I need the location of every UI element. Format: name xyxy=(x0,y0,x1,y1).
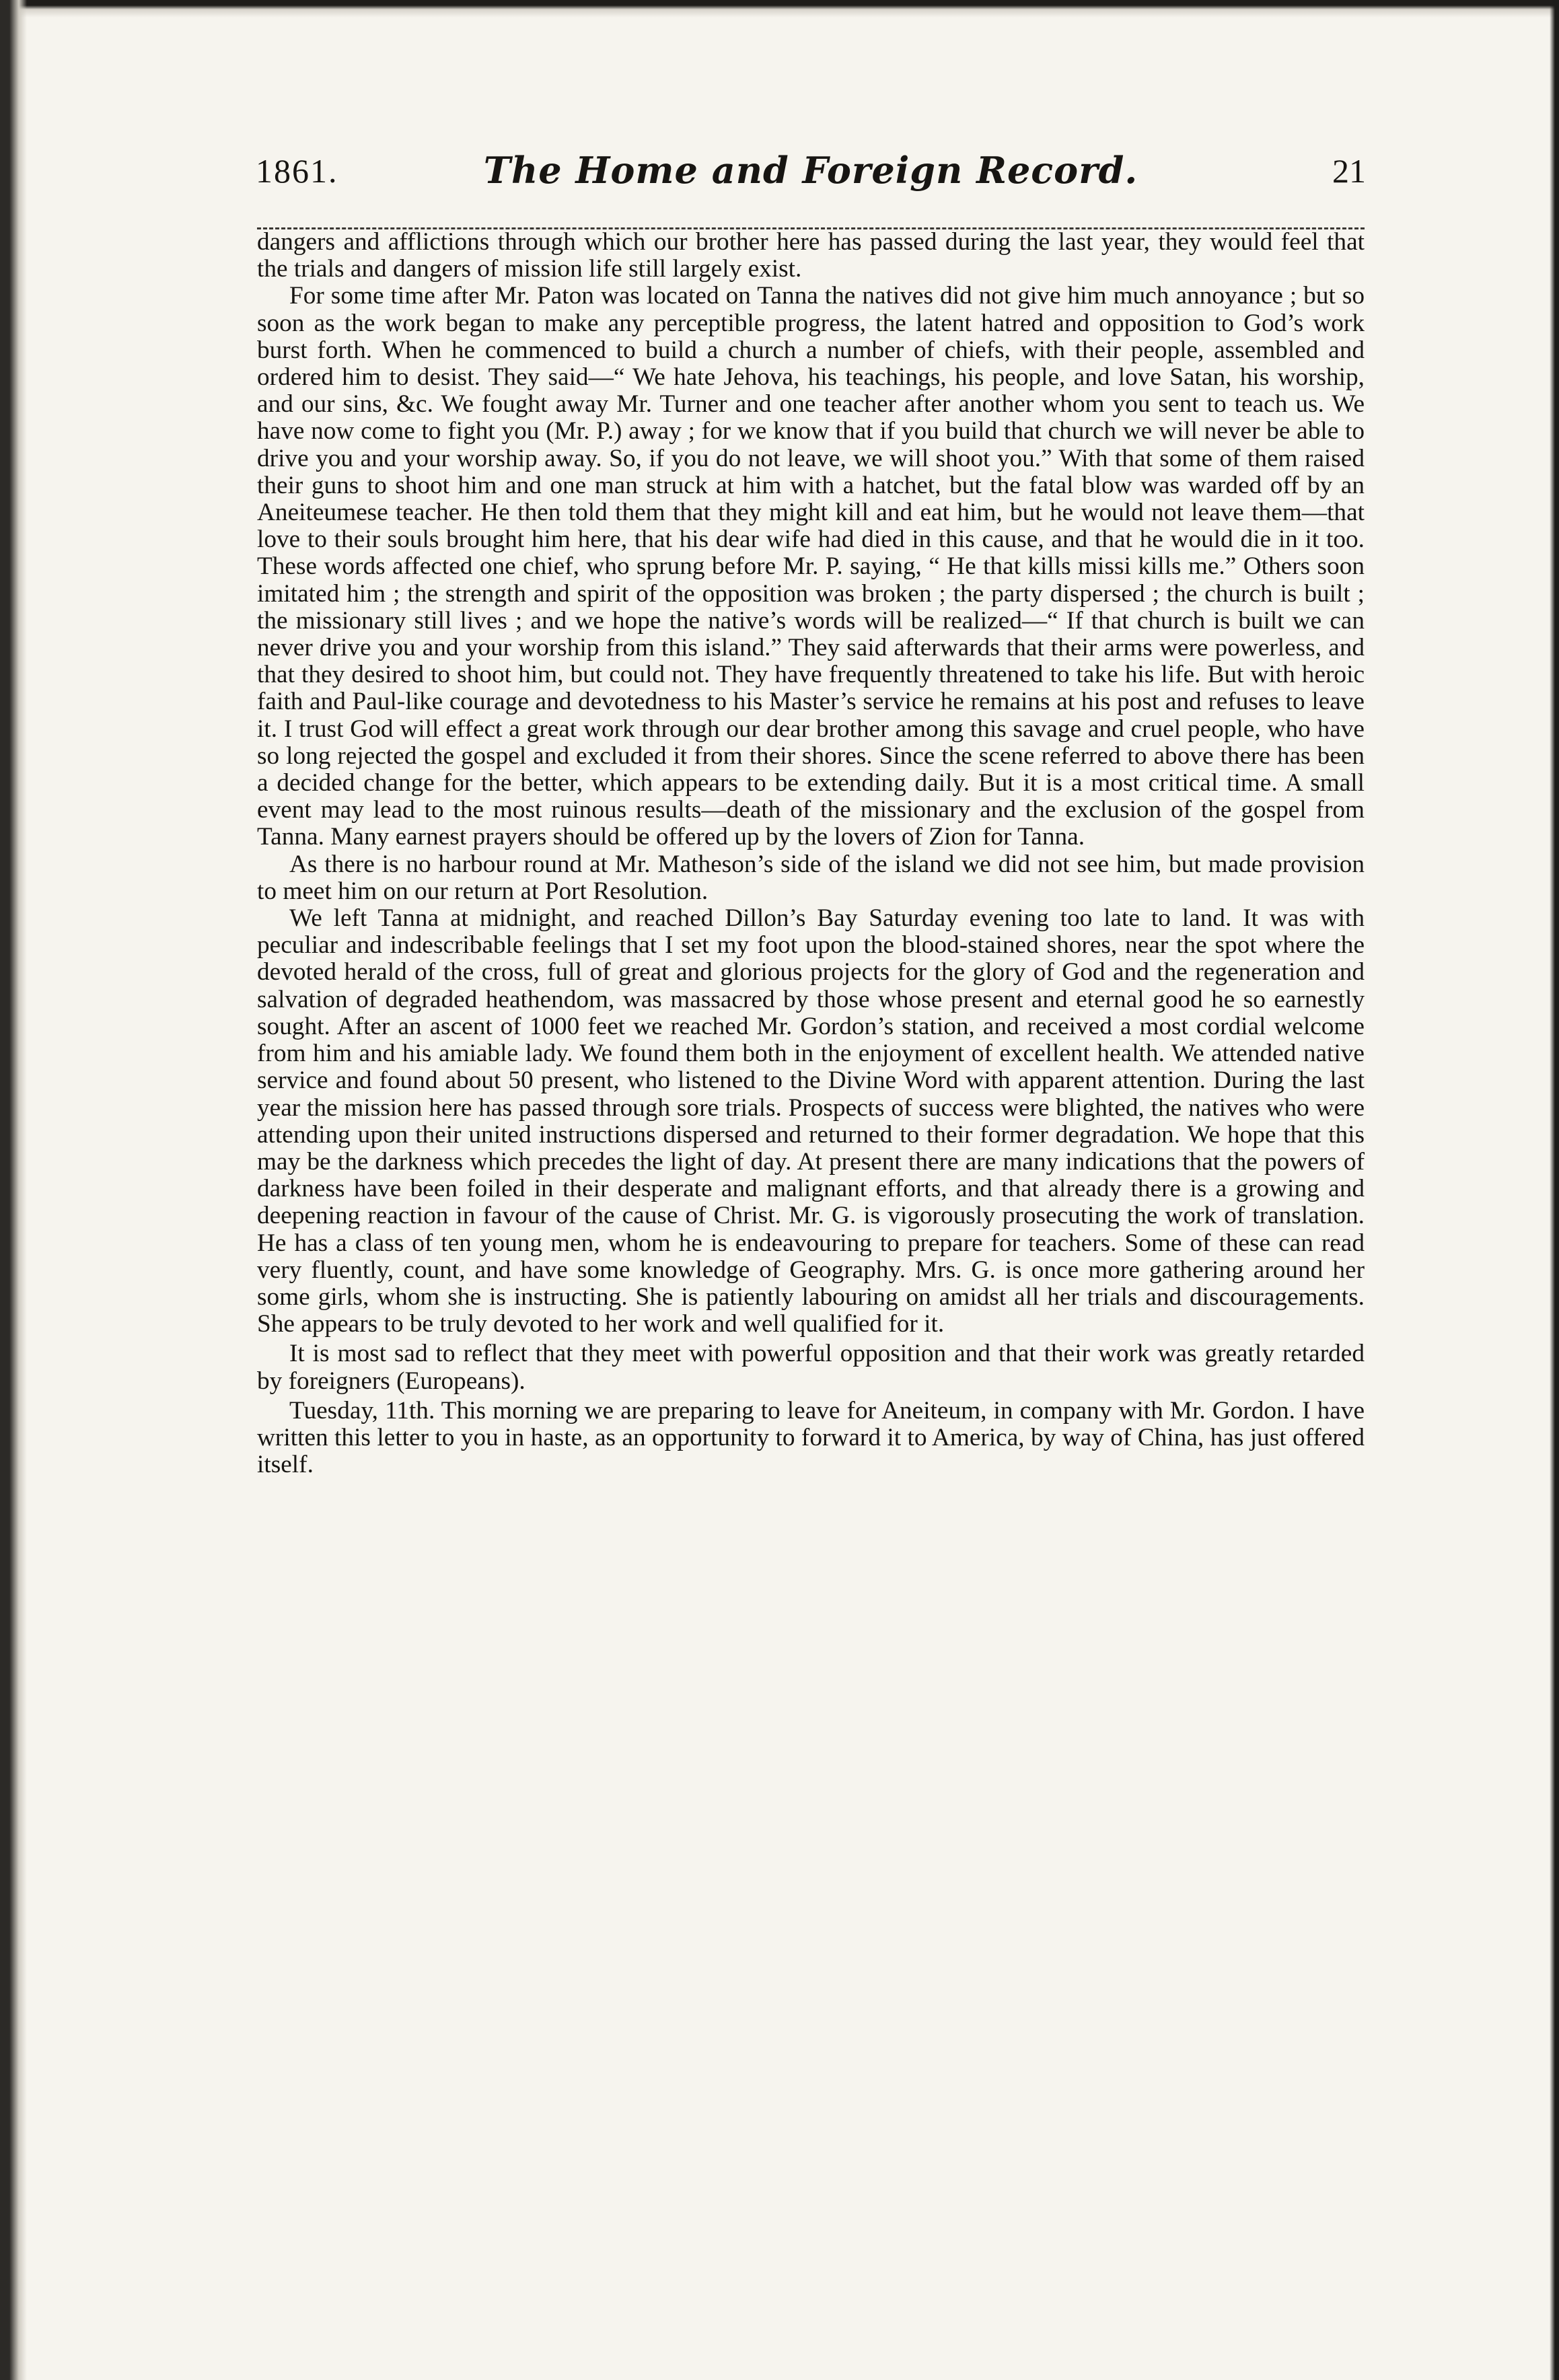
scan-top-edge xyxy=(0,0,1559,17)
paragraph-opposition: It is most sad to reflect that they meet with powerful opposition and that their work was greatly retarded by foreigners (Europeans). xyxy=(257,1340,1365,1395)
running-header xyxy=(256,151,1366,205)
paragraph-matheson: As there is no harbour round at Mr. Matheson’s side of the island we did not see him, but made provision to meet him on our return at Port Resolution. xyxy=(257,850,1365,905)
paragraph-paton-tanna: For some time after Mr. Paton was located on Tanna the natives did not give him much annoyance ; but so soon as the work began to make any perceptible progress, the latent hatred and opposition to God’s work burst forth. When he commenced to build a church a number of chiefs, with their people, assembled and ordered him to desist. They said—“ We hate Jehova, his teachings, his people, and love Satan, his worship, and our sins, &c. We fought away Mr. Turner and one teacher after another whom you sent to teach us. We have now come to fight you (Mr. P.) away ; for we know that if you build that church we will never be able to drive you and your worship away. So, if you do not leave, we will shoot you.” With that some of them raised their guns to shoot him and one man struck at him with a hatchet, but the fatal blow was warded off by an Aneiteumese teacher. He then told them that they might kill and eat him, but he would not leave them—that love to their souls brought him here, that his dear wife had died in this cause, and that he would die in it too. These words affected one chief, who sprung before Mr. P. saying, “ He that kills missi kills me.” Others soon imitated him ; the strength and spirit of the opposition was broken ; the party dispersed ; the church is built ; the missionary still lives ; and we hope the native’s words will be realized—“ If that church is built we can never drive you and your worship from this island.” They said afterwards that their arms were powerless, and that they desired to shoot him, but could not. They have frequently threatened to take his life. But with heroic faith and Paul-like courage and devotedness to his Master’s service he remains at his post and refuses to leave it. I trust God will effect a great work through our dear brother among this savage and cruel people, who have so long rejected the gospel and excluded it from their shores. Since the scene referred to above there has been a decided change for the better, which appears to be extending daily. But it is a most critical time. A small event may lead to the most ruinous results—death of the missionary and the exclusion of the gospel from Tanna. Many earnest prayers should be offered up by the lovers of Zion for Tanna. xyxy=(257,282,1365,851)
scan-right-edge xyxy=(1550,0,1559,2380)
header-year: 1861. xyxy=(256,152,338,190)
scan-left-edge xyxy=(0,0,27,2380)
page-number: 21 xyxy=(1332,152,1366,190)
paragraph-tuesday: Tuesday, 11th. This morning we are preparing to leave for Aneiteum, in company with Mr. Gordon. I have written this letter to you in haste, as an opportunity to forward it to America, by way of China, has just offered itself. xyxy=(257,1396,1365,1479)
journal-title: The Home and Foreign Record. xyxy=(483,149,1138,192)
paragraph-continuation: dangers and afflictions through which our brother here has passed during the last year, they would feel that the trials and dangers of mission life still largely exist. xyxy=(257,228,1365,283)
paragraph-dillons-bay: We left Tanna at midnight, and reached Dillon’s Bay Saturday evening too late to land. It was with peculiar and indescribable feelings that I set my foot upon the blood-stained shores, near the spot where the devoted herald of the cross, full of great and glorious projects for the glory of God and the regeneration and salvation of degraded heathendom, was massacred by those whose present and eternal good he so earnestly sought. After an ascent of 1000 feet we reached Mr. Gordon’s station, and received a most cordial welcome from him and his amiable lady. We found them both in the enjoyment of excellent health. We attended native service and found about 50 present, who listened to the Divine Word with apparent attention. During the last year the mission here has passed through sore trials. Prospects of success were blighted, the natives who were attending upon their united instructions dispersed and returned to their former degradation. We hope that this may be the darkness which precedes the light of day. At present there are many indications that the powers of darkness have been foiled in their desperate and malignant efforts, and that already there is a growing and deepening reaction in favour of the cause of Christ. Mr. G. is vigorously prosecuting the work of translation. He has a class of ten young men, whom he is endeavouring to prepare for teachers. Some of these can read very fluently, count, and have some knowledge of Geography. Mrs. G. is once more gathering around her some girls, whom she is instructing. She is patiently labouring on amidst all her trials and discouragements. She appears to be truly devoted to her work and well qualified for it. xyxy=(257,904,1365,1338)
article-body xyxy=(257,229,1365,1478)
